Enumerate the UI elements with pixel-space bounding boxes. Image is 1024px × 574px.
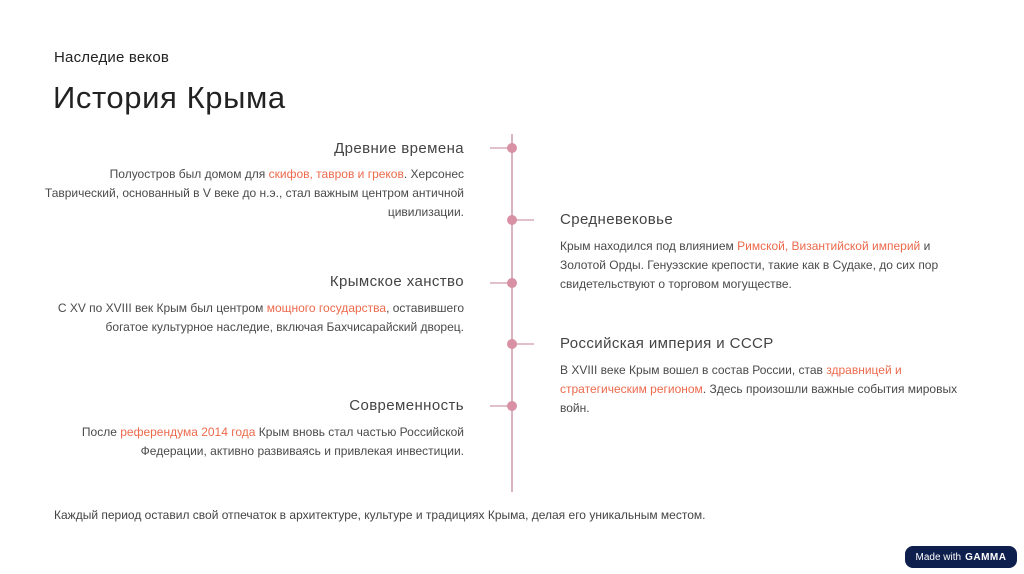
period-body <box>560 237 960 294</box>
timeline-dot <box>507 339 517 349</box>
body-text: С XV по XVIII век Крым был центром <box>57 301 267 315</box>
body-text: . Здесь произошли важные события мировых войн. <box>560 382 958 415</box>
body-text: Полуостров был домом для <box>109 167 269 181</box>
badge-prefix: Made with <box>915 551 962 563</box>
highlight-text: мощного государства <box>266 301 387 315</box>
body-text: . Херсонес Таврический, основанный в V веке до н.э., стал важным центром античной цивилизации. <box>44 167 464 219</box>
timeline-dot <box>507 143 517 153</box>
page-title: История Крыма <box>53 80 286 115</box>
timeline-dot <box>507 215 517 225</box>
body-text: В XVIII веке Крым вошел в состав России, став <box>560 363 827 377</box>
timeline-line <box>511 134 513 492</box>
highlight-text: здравницей и стратегическим регионом <box>560 363 902 396</box>
highlight-text: Римской, Византийской империй <box>737 239 921 253</box>
subtitle: Наследие веков <box>54 49 170 66</box>
body-text: Крым находился под влиянием <box>560 239 738 253</box>
period-body <box>44 299 464 337</box>
body-text: и Золотой Орды. Генуэзские крепости, такие как в Судаке, до сих пор свидетельствуют о торговом могуществе. <box>560 239 939 291</box>
highlight-text: скифов, тавров и греков <box>268 167 404 181</box>
period-body <box>560 361 960 418</box>
period-heading: Древние времена <box>334 140 464 157</box>
body-text: , оставившего богатое культурное наследие, включая Бахчисарайский дворец. <box>105 301 464 334</box>
period-heading: Современность <box>349 397 464 414</box>
timeline-dot <box>507 401 517 411</box>
body-text: После <box>81 425 121 439</box>
made-with-gamma-badge[interactable] <box>905 546 1017 568</box>
period-body <box>44 423 464 461</box>
period-heading: Российская империя и СССР <box>560 335 774 352</box>
period-heading: Крымское ханство <box>329 273 464 290</box>
body-text: Крым вновь стал частью Российской Федерации, активно развиваясь и привлекая инвестиции. <box>140 425 464 458</box>
period-heading: Средневековье <box>560 211 674 228</box>
footer-text: Каждый период оставил свой отпечаток в архитектуре, культуре и традициях Крыма, делая его уникальным местом. <box>54 508 706 522</box>
gamma-logo: GAMMA <box>965 551 1007 563</box>
period-body <box>44 165 464 222</box>
highlight-text: референдума 2014 года <box>120 425 256 439</box>
timeline-dot <box>507 278 517 288</box>
